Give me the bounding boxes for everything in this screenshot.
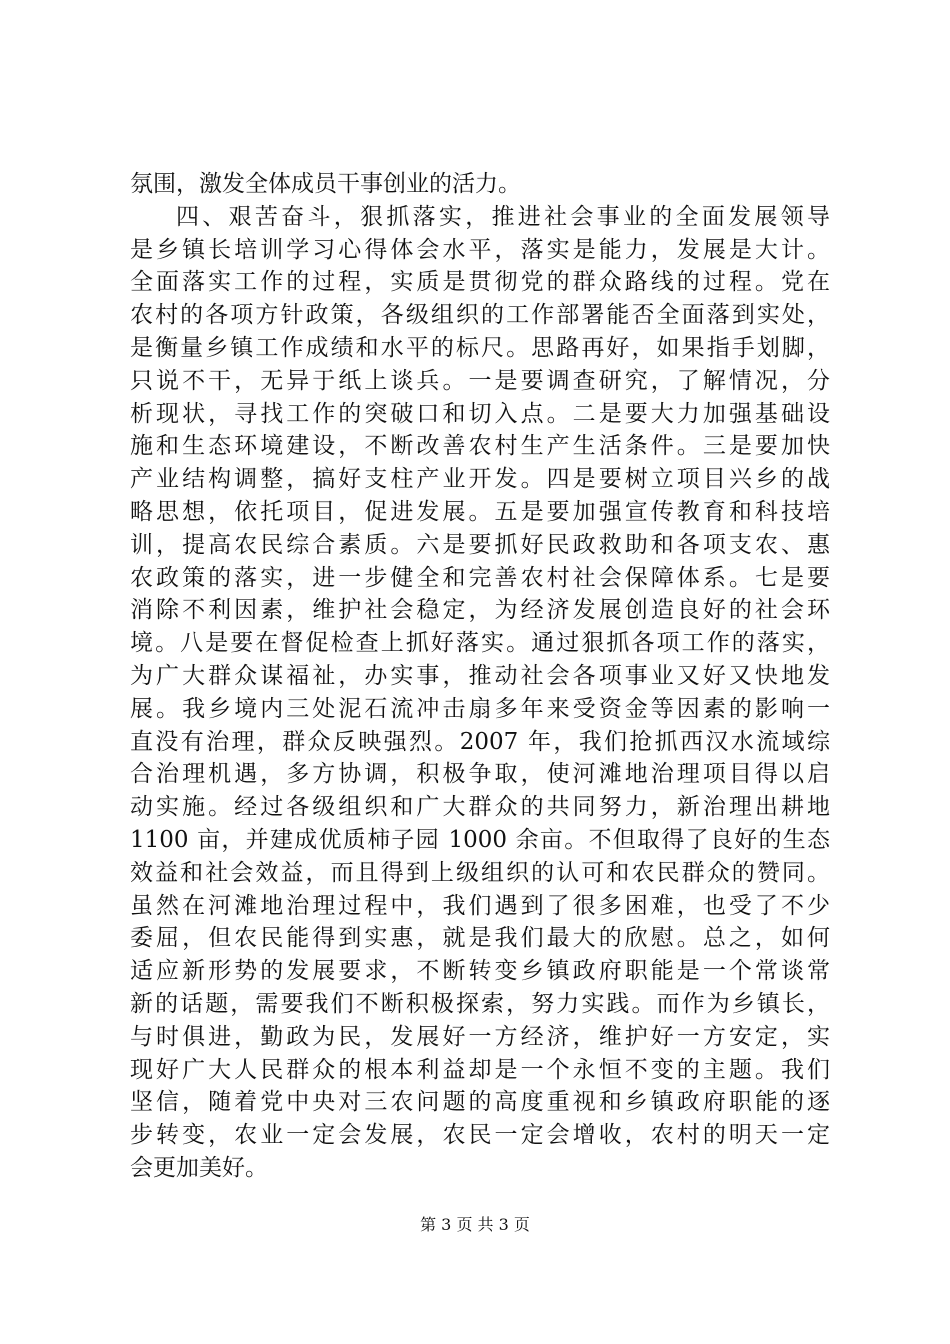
text-line: 为广大群众谋福祉，办实事，推动社会各项事业又好又快地发 bbox=[130, 662, 830, 689]
text-line: 只说不干，无异于纸上谈兵。一是要调查研究，了解情况，分 bbox=[130, 367, 830, 394]
text-line: 委屈，但农民能得到实惠，就是我们最大的欣慰。总之，如何 bbox=[130, 925, 830, 952]
text-line: 境。八是要在督促检查上抓好落实。通过狠抓各项工作的落实， bbox=[130, 630, 830, 657]
text-line: 现好广大人民群众的根本利益却是一个永恒不变的主题。我们 bbox=[130, 1056, 830, 1083]
text-line: 训，提高农民综合素质。六是要抓好民政救助和各项支农、惠 bbox=[130, 531, 830, 558]
text-line: 析现状，寻找工作的突破口和切入点。二是要大力加强基础设 bbox=[130, 400, 830, 427]
text-line: 消除不利因素，维护社会稳定，为经济发展创造良好的社会环 bbox=[130, 597, 830, 624]
text-line: 直没有治理，群众反映强烈。2007 年，我们抢抓西汉水流域综 bbox=[130, 728, 830, 755]
text-line: 产业结构调整，搞好支柱产业开发。四是要树立项目兴乡的战 bbox=[130, 466, 830, 493]
text-line: 虽然在河滩地治理过程中，我们遇到了很多困难，也受了不少 bbox=[130, 892, 830, 919]
text-line: 动实施。经过各级组织和广大群众的共同努力，新治理出耕地 bbox=[130, 794, 830, 821]
text-line: 坚信，随着党中央对三农问题的高度重视和乡镇政府职能的逐 bbox=[130, 1089, 830, 1116]
text-line: 1100 亩，并建成优质柿子园 1000 余亩。不但取得了良好的生态 bbox=[130, 826, 830, 853]
text-line: 略思想，依托项目，促进发展。五是要加强宣传教育和科技培 bbox=[130, 498, 830, 525]
text-line: 与时俱进，勤政为民，发展好一方经济，维护好一方安定，实 bbox=[130, 1023, 830, 1050]
body-text bbox=[130, 168, 830, 1185]
text-line: 合治理机遇，多方协调，积极争取，使河滩地治理项目得以启 bbox=[130, 761, 830, 788]
text-line: 新的话题，需要我们不断积极探索，努力实践。而作为乡镇长， bbox=[130, 990, 830, 1017]
page-number-footer: 第 3 页 共 3 页 bbox=[420, 1215, 530, 1234]
text-line: 会更加美好。 bbox=[130, 1154, 268, 1181]
text-line: 展。我乡境内三处泥石流冲击扇多年来受资金等因素的影响一 bbox=[130, 695, 830, 722]
text-line: 农村的各项方针政策，各级组织的工作部署能否全面落到实处， bbox=[130, 302, 830, 329]
text-line: 效益和社会效益，而且得到上级组织的认可和农民群众的赞同。 bbox=[130, 859, 830, 886]
text-line: 步转变，农业一定会发展，农民一定会增收，农村的明天一定 bbox=[130, 1122, 830, 1149]
text-line: 施和生态环境建设，不断改善农村生产生活条件。三是要加快 bbox=[130, 433, 830, 460]
text-line: 适应新形势的发展要求，不断转变乡镇政府职能是一个常谈常 bbox=[130, 958, 830, 985]
text-line: 全面落实工作的过程，实质是贯彻党的群众路线的过程。党在 bbox=[130, 269, 830, 296]
text-line: 氛围，激发全体成员干事创业的活力。 bbox=[130, 171, 521, 197]
section-heading-line: 四、艰苦奋斗，狠抓落实，推进社会事业的全面发展领导 bbox=[176, 203, 830, 230]
text-line: 是衡量乡镇工作成绩和水平的标尺。思路再好，如果指手划脚， bbox=[130, 334, 830, 361]
text-line: 是乡镇长培训学习心得体会水平，落实是能力，发展是大计。 bbox=[130, 236, 830, 263]
text-line: 农政策的落实，进一步健全和完善农村社会保障体系。七是要 bbox=[130, 564, 830, 591]
